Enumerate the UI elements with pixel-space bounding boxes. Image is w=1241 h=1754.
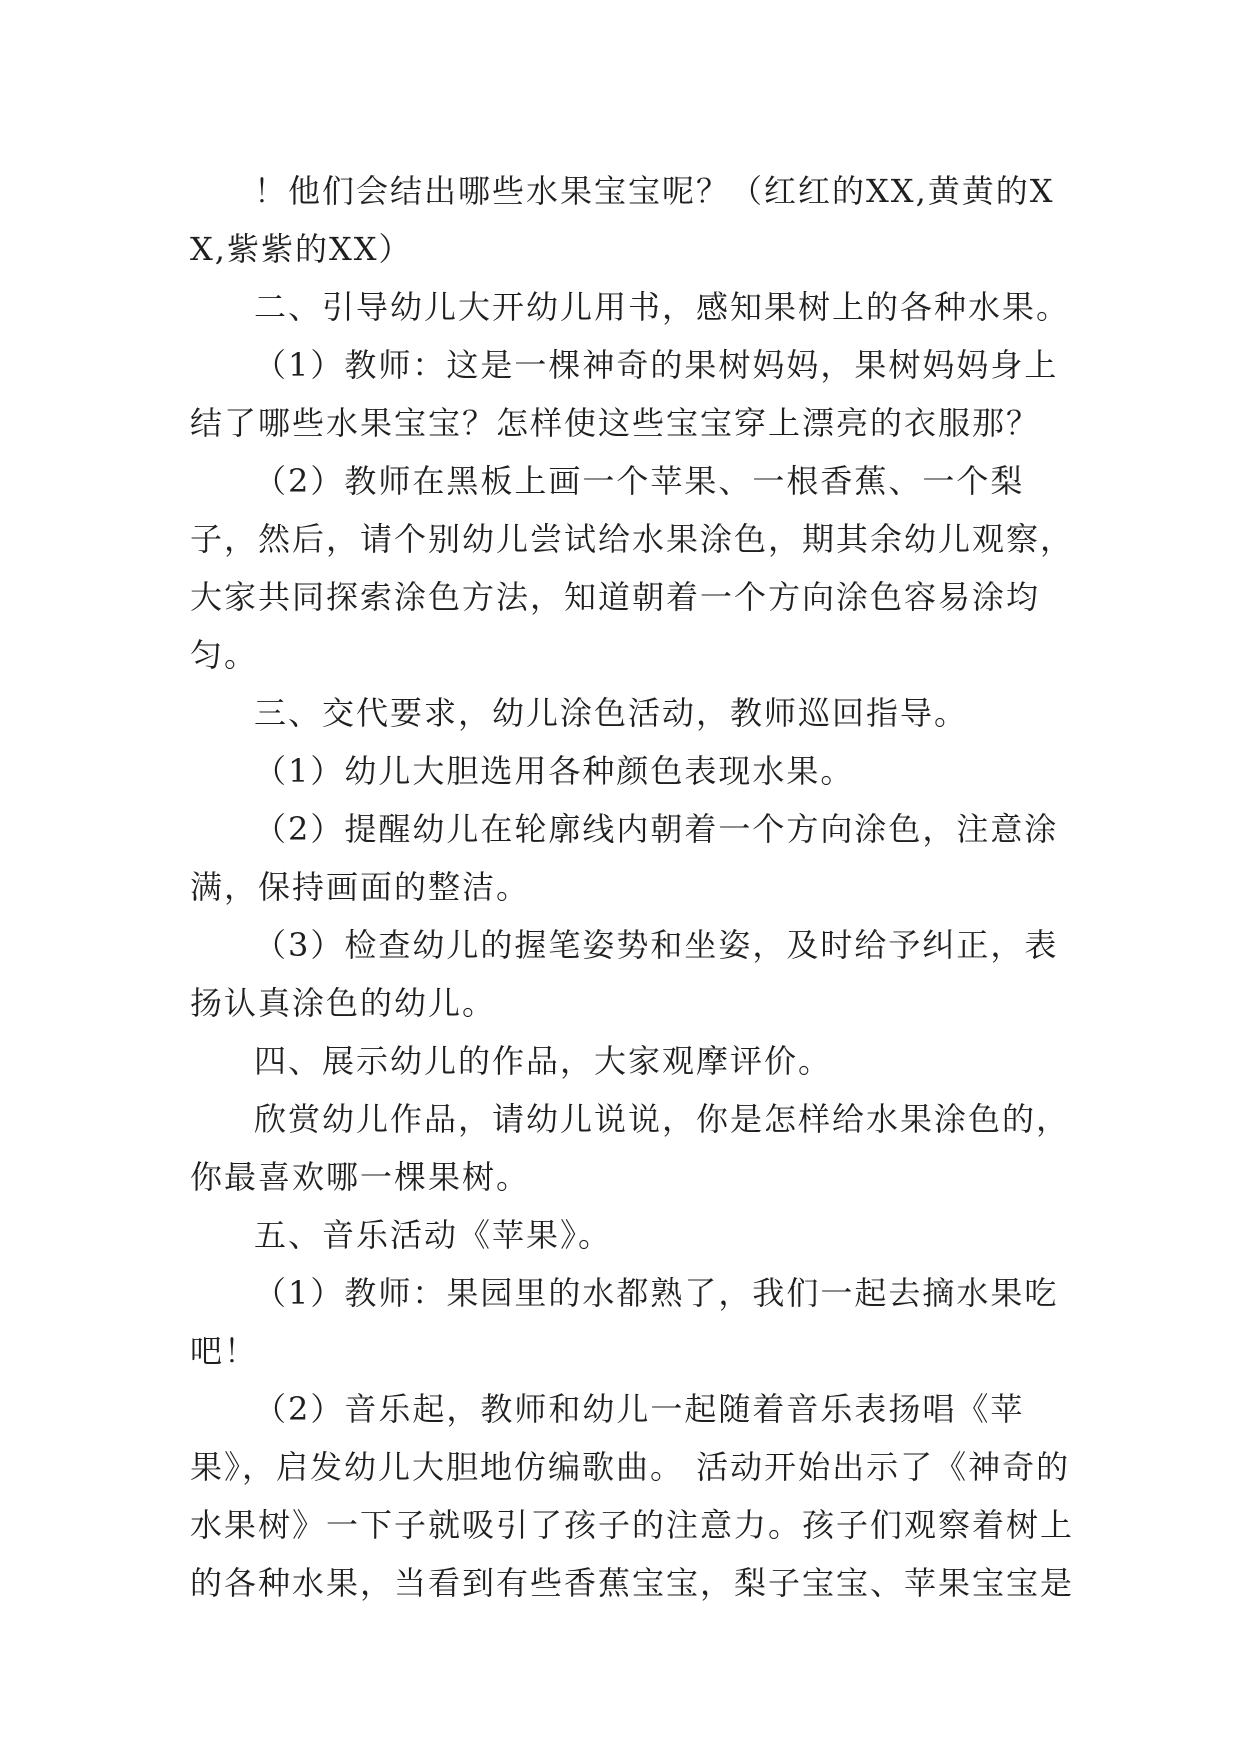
paragraph: 三、交代要求，幼儿涂色活动，教师巡回指导。 bbox=[254, 694, 969, 732]
paragraph: （2）提醒幼儿在轮廓线内朝着一个方向涂色，注意涂满，保持画面的整洁。 bbox=[190, 810, 1059, 906]
paragraph: 二、引导幼儿大开幼儿用书，感知果树上的各种水果。 bbox=[254, 288, 1071, 326]
paragraph: （1）幼儿大胆选用各种颜色表现水果。 bbox=[254, 752, 855, 790]
paragraph: 四、展示幼儿的作品，大家观摩评价。 bbox=[254, 1042, 833, 1080]
paragraph: ！他们会结出哪些水果宝宝呢？（红红的XX,黄黄的XX,紫紫的XX） bbox=[190, 172, 1055, 268]
paragraph: （2）音乐起，教师和幼儿一起随着音乐表扬唱《苹果》，启发幼儿大胆地仿编歌曲。 活动开始出示了《神奇的水果树》一下子就吸引了孩子的注意力。孩子们观察着树上的各种水果，当看到有些香蕉宝宝，梨子宝宝、苹果宝宝是 bbox=[190, 1390, 1075, 1602]
paragraph: （1）教师：这是一棵神奇的果树妈妈，果树妈妈身上结了哪些水果宝宝？怎样使这些宝宝穿上漂亮的衣服那？ bbox=[190, 346, 1059, 442]
paragraph: （2）教师在黑板上画一个苹果、一根香蕉、一个梨子，然后，请个别幼儿尝试给水果涂色，期其余幼儿观察，大家共同探索涂色方法，知道朝着一个方向涂色容易涂均匀。 bbox=[190, 462, 1075, 674]
paragraph: 五、音乐活动《苹果》。 bbox=[254, 1216, 613, 1254]
paragraph: 欣赏幼儿作品，请幼儿说说，你是怎样给水果涂色的，你最喜欢哪一棵果树。 bbox=[190, 1100, 1071, 1196]
paragraph: （3）检查幼儿的握笔姿势和坐姿，及时给予纠正，表扬认真涂色的幼儿。 bbox=[190, 926, 1059, 1022]
document-body bbox=[190, 162, 1090, 1612]
paragraph: （1）教师：果园里的水都熟了，我们一起去摘水果吃吧！ bbox=[190, 1274, 1059, 1370]
